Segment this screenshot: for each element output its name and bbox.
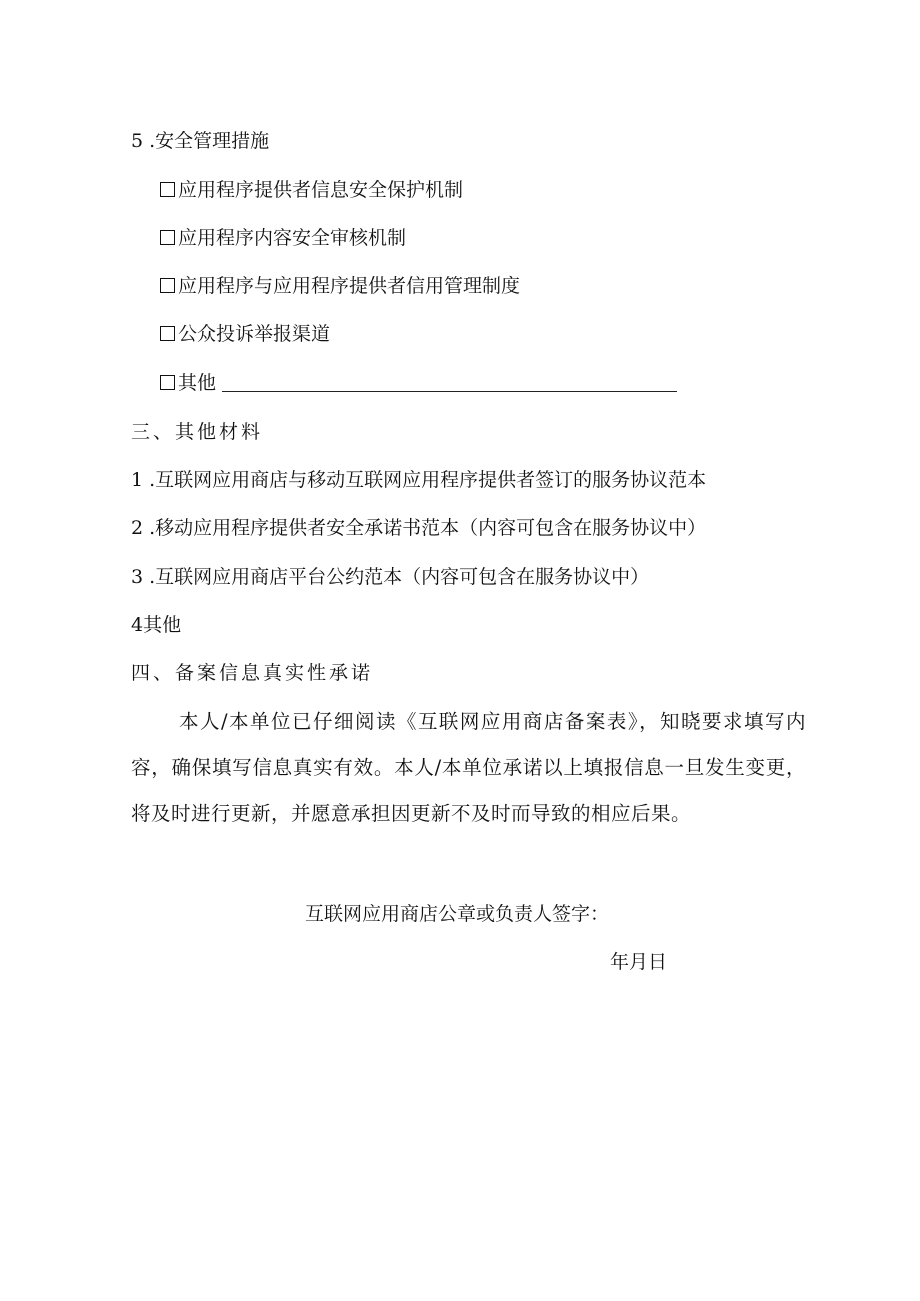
option-label: 其他 — [178, 372, 217, 394]
section5-title: .安全管理措施 — [149, 130, 270, 152]
item-number: 1 — [131, 469, 144, 491]
option-label: 应用程序提供者信息安全保护机制 — [178, 179, 464, 201]
material-item-2 — [131, 516, 706, 540]
section5-heading — [131, 129, 269, 153]
item-number: 4 — [131, 614, 144, 636]
commitment-paragraph: 本人/本单位已仔细阅读《互联网应用商店备案表》，知晓要求填写内容，确保填写信息真实有效。本人/本单位承诺以上填报信息一旦发生变更，将及时进行更新，并愿意承担因更新不及时而导致的相应后果。 — [131, 710, 806, 825]
section4-title: 四、备案信息真实性承诺 — [131, 662, 374, 684]
checkbox-icon[interactable] — [160, 182, 175, 197]
item-number: 3 — [131, 566, 144, 588]
option-label: 公众投诉举报渠道 — [178, 323, 331, 345]
material-item-1 — [131, 468, 706, 492]
material-item-3 — [131, 565, 649, 589]
other-fill-line[interactable] — [222, 373, 677, 392]
section3-title: 三、其他材料 — [131, 421, 264, 443]
item-number: 2 — [131, 517, 144, 539]
item-text: .互联网应用商店平台公约范本（内容可包含在服务协议中） — [149, 566, 650, 588]
checkbox-icon[interactable] — [160, 278, 175, 293]
option-content-review[interactable] — [160, 226, 406, 250]
item-text: 其他 — [143, 614, 182, 636]
item-text: .移动应用程序提供者安全承诺书范本（内容可包含在服务协议中） — [149, 517, 707, 539]
option-label: 应用程序内容安全审核机制 — [178, 227, 407, 249]
option-info-protection[interactable] — [160, 178, 463, 202]
option-label: 应用程序与应用程序提供者信用管理制度 — [178, 275, 521, 297]
checkbox-icon[interactable] — [160, 326, 175, 341]
checkbox-icon[interactable] — [160, 230, 175, 245]
signature-label: 互联网应用商店公章或负责人签字： — [305, 903, 610, 925]
option-credit-management[interactable] — [160, 274, 520, 298]
date-label: 年月日 — [610, 951, 668, 973]
item-text: .互联网应用商店与移动互联网应用程序提供者签订的服务协议范本 — [149, 469, 707, 491]
option-complaint-channel[interactable] — [160, 322, 330, 346]
checkbox-icon[interactable] — [160, 375, 175, 390]
section5-number: 5 — [131, 130, 144, 152]
material-item-4 — [131, 613, 181, 637]
option-other[interactable] — [160, 371, 677, 395]
